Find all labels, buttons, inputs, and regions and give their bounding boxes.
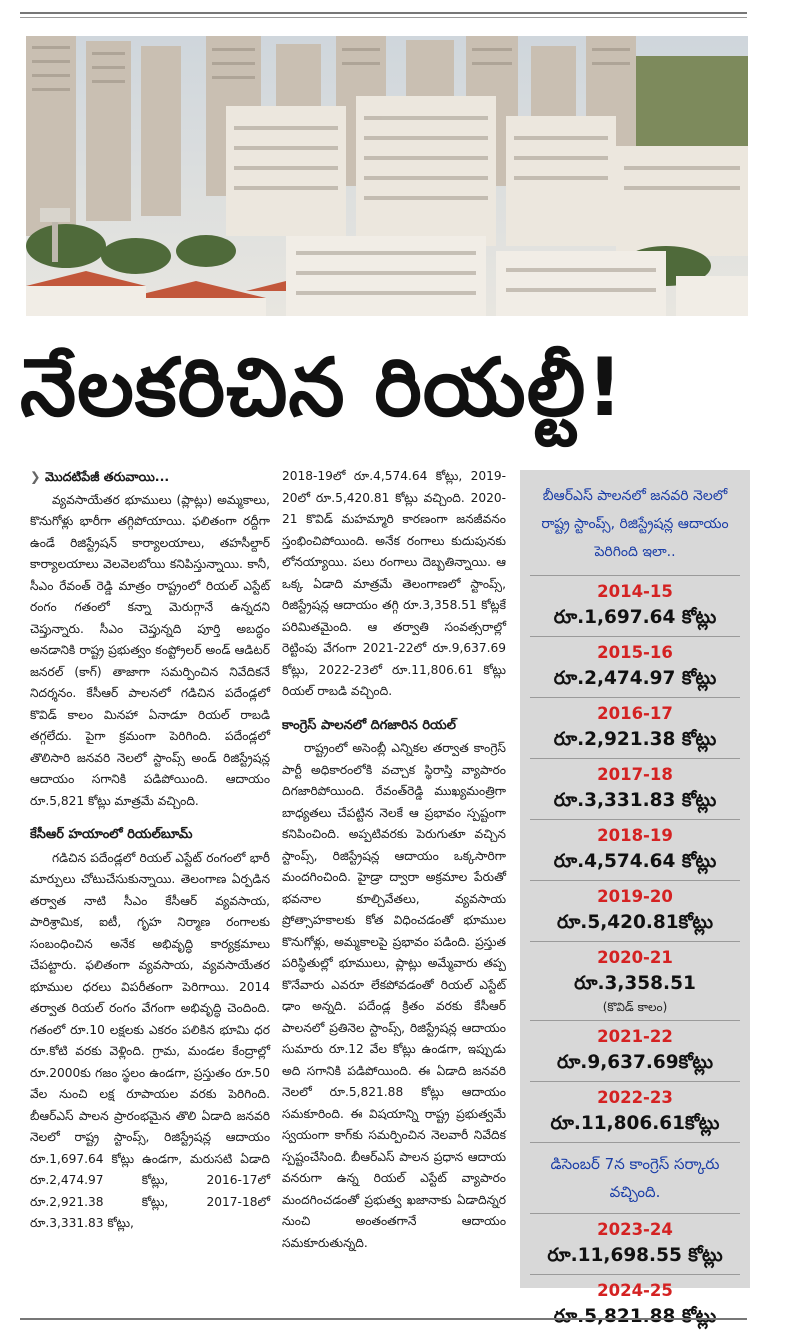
divider — [530, 1213, 740, 1214]
divider — [530, 880, 740, 881]
subheading: కాంగ్రెస్ పాలనలో దిగజారిన రియల్ — [282, 717, 456, 733]
article-paragraph: 2018-19లో రూ.4,574.64 కోట్లు, 2019-20లో రూ.5,420.81 కోట్లు వచ్చింది. 2020-21 కొవిడ్ మహమ్మారి కారణంగా జనజీవనం స్తంభించిపోయింది. అనేక రంగాలు కుదుపునకు లోనయ్యాయి. పలు రంగాలు దెబ్బతిన్నాయి. ఆ ఒక్క ఏడాది మాత్రమే తెలంగాణలో స్టాంప్స్, రిజిస్ట్రేషన్ల ఆదాయం తగ్గి రూ.3,358.51 కోట్లకే పరిమితమైంది. ఆ తర్వాతి సంవత్సరాల్లో రెట్టింపు వేగంగా 2021-22లో రూ.9,637.69 కోట్లు, 2022-23లో రూ.11,806.61 కోట్లు రియల్ రాబడి వచ్చింది. — [282, 469, 506, 698]
divider — [530, 941, 740, 942]
divider — [530, 1274, 740, 1275]
divider — [530, 697, 740, 698]
entry-year: 2014-15 — [597, 582, 673, 601]
city-skyline-image — [26, 36, 748, 316]
entry-amount: రూ.2,474.97 కోట్లు — [553, 668, 717, 689]
entry-amount: రూ.9,637.69కోట్లు — [556, 1052, 714, 1073]
subheading: కేసీఆర్ హయాంలో రియల్‌బూమ్ — [30, 827, 193, 842]
revenue-entry — [520, 640, 750, 694]
entry-amount: రూ.11,698.55 కోట్లు — [547, 1245, 723, 1266]
revenue-entry — [520, 762, 750, 816]
revenue-entry — [520, 1217, 750, 1271]
covid-note: (కొవిడ్ కాలం) — [602, 1000, 668, 1014]
entry-year: 2024-25 — [597, 1281, 673, 1300]
entry-year: 2022-23 — [597, 1088, 673, 1107]
revenue-sidebar — [520, 470, 750, 1327]
revenue-entry — [520, 1278, 750, 1332]
divider — [530, 819, 740, 820]
entry-year: 2023-24 — [597, 1220, 673, 1239]
revenue-entry-covid — [520, 945, 750, 1017]
entry-amount: రూ.5,420.81కోట్లు — [556, 912, 714, 933]
top-rule — [20, 12, 747, 14]
entry-year: 2018-19 — [597, 826, 673, 845]
top-rule-thin — [20, 17, 747, 18]
entry-year: 2019-20 — [597, 887, 673, 906]
entry-year: 2017-18 — [597, 765, 673, 784]
entry-amount: రూ.3,331.83 కోట్లు — [553, 790, 717, 811]
revenue-entry — [520, 701, 750, 755]
divider — [530, 1081, 740, 1082]
entry-year: 2020-21 — [597, 948, 673, 967]
article-paragraph: రాష్ట్రంలో అసెంబ్లీ ఎన్నికల తర్వాత కాంగ్రెస్ పార్టీ అధికారంలోకి వచ్చాక స్థిరాస్తి వ్యాపారం దిగజారిపోయింది. రేవంత్‌రెడ్డి ముఖ్యమంత్రిగా బాధ్యతలు చేపట్టిన నెలకే ఆ ప్రభావం స్పష్టంగా కనిపించింది. అప్పటివరకు పెరుగుతూ వచ్చిన స్టాంప్స్, రిజిస్ట్రేషన్ల ఆదాయం ఒక్కసారిగా మందగించింది. హైడ్రా ద్వారా అక్రమాల పేరుతో భవనాల కూల్చివేతలు, వ్యవసాయ ప్రోత్సాహకాలకు కోత విధించడంతో భూముల కొనుగోళ్లు, అమ్మకాలపై ప్రభావం పడింది. ప్రస్తుత పరిస్థితుల్లో భూములు, ప్లాట్లు అమ్మేవారు తప్ప కొనేవారు ఎవరూ లేకపోవడంతో రియల్ ఎస్టేట్ ఢాం అన్నది. పదేండ్ల క్రితం వరకు కేసీఆర్ పాలనలో ప్రతినెల స్టాంప్స్, రిజిస్ట్రేషన్ల ఆదాయం సుమారు రూ.12 వేల కోట్లు ఉండగా, ఇప్పుడు అది సగానికి పడిపోయింది. ఈ ఏడాది జనవరి నెలలో రూ.5,821.88 కోట్లు ఆదాయం సమకూరింది. ఈ విషయాన్ని రాష్ట్ర ప్రభుత్వమే స్వయంగా కాగ్‌కు సమర్పించిన నెలవారీ నివేదిక స్పష్టంచేసింది. బీఆర్ఎస్ పాలన ప్రధాన ఆదాయ వనరుగా ఉన్న రియల్ ఎస్టేట్ వ్యాపారం మందగించడంతో ప్రభుత్వ ఖజానాకు ఏడాదిన్నర నుంచి అంతంతగానే ఆదాయం సమకూరుతున్నది. — [282, 741, 506, 1250]
article-paragraph: వ్యవసాయేతర భూములు (ప్లాట్లు) అమ్మకాలు, కొనుగోళ్లు భారీగా తగ్గిపోయాయి. ఫలితంగా రద్దీగా ఉండే రిజిస్ట్రేషన్ కార్యాలయాలు, తహసీల్దార్ కార్యాలయాలు వెలవెలబోయి కనిపిస్తున్నాయి. కానీ, సీఎం రేవంత్ రెడ్డి మాత్రం రాష్ట్రంలో రియల్ ఎస్టేట్ రంగం గతంలో కన్నా మెరుగ్గానే ఉన్నదని చెప్తున్నారు. సీఎం చెప్తున్నది పూర్తి అబద్ధం అనడానికి రాష్ట్ర ప్రభుత్వం కంప్ట్రోలర్ అండ్ ఆడిటర్ జనరల్ (కాగ్) తాజాగా సమర్పించిన నివేదికనే నిదర్శనం. కేసీఆర్ పాలనలో గడిచిన పదేండ్లలో కొవిడ్ కాలం మినహా ఏనాడూ రియల్ రాబడి తగ్గలేదు. పైగా క్రమంగా పెరిగింది. పదేండ్లలో తొలిసారి జనవరి నెలలో స్టాంప్స్ అండ్ రిజిస్ట్రేషన్ల ఆదాయం సగానికి పడిపోయింది. ఆదాయం రూ.5,821 కోట్లు మాత్రమే వచ్చింది. — [30, 492, 270, 808]
divider — [530, 1020, 740, 1021]
revenue-entry — [520, 1085, 750, 1139]
bottom-rule — [20, 1318, 747, 1320]
entry-amount: రూ.1,697.64 కోట్లు — [553, 607, 717, 628]
entry-year: 2015-16 — [597, 643, 673, 662]
headline: నేలకరిచిన రియల్టీ! — [20, 341, 624, 434]
kicker-text: మొదటిపేజీ తరువాయి... — [44, 469, 170, 484]
sidebar-heading: బీఆర్ఎస్ పాలనలో జనవరి నెలలో రాష్ట్ర స్టాంప్స్, రిజిస్ట్రేషన్ల ఆదాయం పెరిగింది ఇలా.. — [541, 488, 729, 560]
entry-amount: రూ.3,358.51 — [574, 973, 696, 994]
kicker — [30, 466, 270, 488]
article-column-1 — [30, 466, 270, 1235]
entry-amount: రూ.11,806.61కోట్లు — [550, 1113, 720, 1134]
congress-note: డిసెంబర్ 7న కాంగ్రెస్ సర్కారు వచ్చింది. — [550, 1155, 720, 1201]
revenue-entry — [520, 579, 750, 633]
entry-amount: రూ.5,821.88 కోట్లు — [553, 1306, 717, 1327]
divider — [530, 758, 740, 759]
revenue-entry — [520, 884, 750, 938]
article-paragraph: గడిచిన పదేండ్లలో రియల్ ఎస్టేట్ రంగంలో భారీ మార్పులు చోటుచేసుకున్నాయి. తెలంగాణ ఏర్పడిన తర్వాత నాటి సీఎం కేసీఆర్ వ్యవసాయ, పారిశ్రామిక, ఐటీ, గృహ నిర్మాణ రంగాలకు సంబంధించిన అనేక అభివృద్ధి కార్యక్రమాలు చేపట్టారు. ఫలితంగా వ్యవసాయ, వ్యవసాయేతర భూముల ధరలు విపరీతంగా పెరిగాయి. 2014 తర్వాత రియల్ రంగం వేగంగా అభివృద్ధి చెందింది. గతంలో రూ.10 లక్షలకు ఎకరం పలికిన భూమి ధర రూ.కోటి వరకు వెళ్లింది. గ్రామ, మండల కేంద్రాల్లో రూ.2000కు గజం స్థలం ఉండగా, ప్రస్తుతం రూ.50 వేల నుంచి లక్ష రూపాయల వరకు పెరిగింది. బీఆర్ఎస్ పాలన ప్రారంభమైన తొలి ఏడాది జనవరి నెలలో రాష్ట్ర స్టాంప్స్, రిజిస్ట్రేషన్ల ఆదాయం రూ.1,697.64 కోట్లు ఉండగా, మరుసటి ఏడాది రూ.2,474.97 కోట్లు, 2016-17లో రూ.2,921.38 కోట్లు, 2017-18లో రూ.3,331.83 కోట్లు, — [30, 850, 270, 1230]
entry-amount: రూ.2,921.38 కోట్లు — [553, 729, 717, 750]
revenue-entry — [520, 823, 750, 877]
article-column-2 — [282, 466, 506, 1254]
entry-amount: రూ.4,574.64 కోట్లు — [553, 851, 717, 872]
divider — [530, 636, 740, 637]
entry-year: 2016-17 — [597, 704, 673, 723]
chevron-right-icon: ❯ — [30, 469, 41, 484]
divider — [530, 575, 740, 576]
revenue-entry — [520, 1024, 750, 1078]
divider — [530, 1142, 740, 1143]
entry-year: 2021-22 — [597, 1027, 673, 1046]
